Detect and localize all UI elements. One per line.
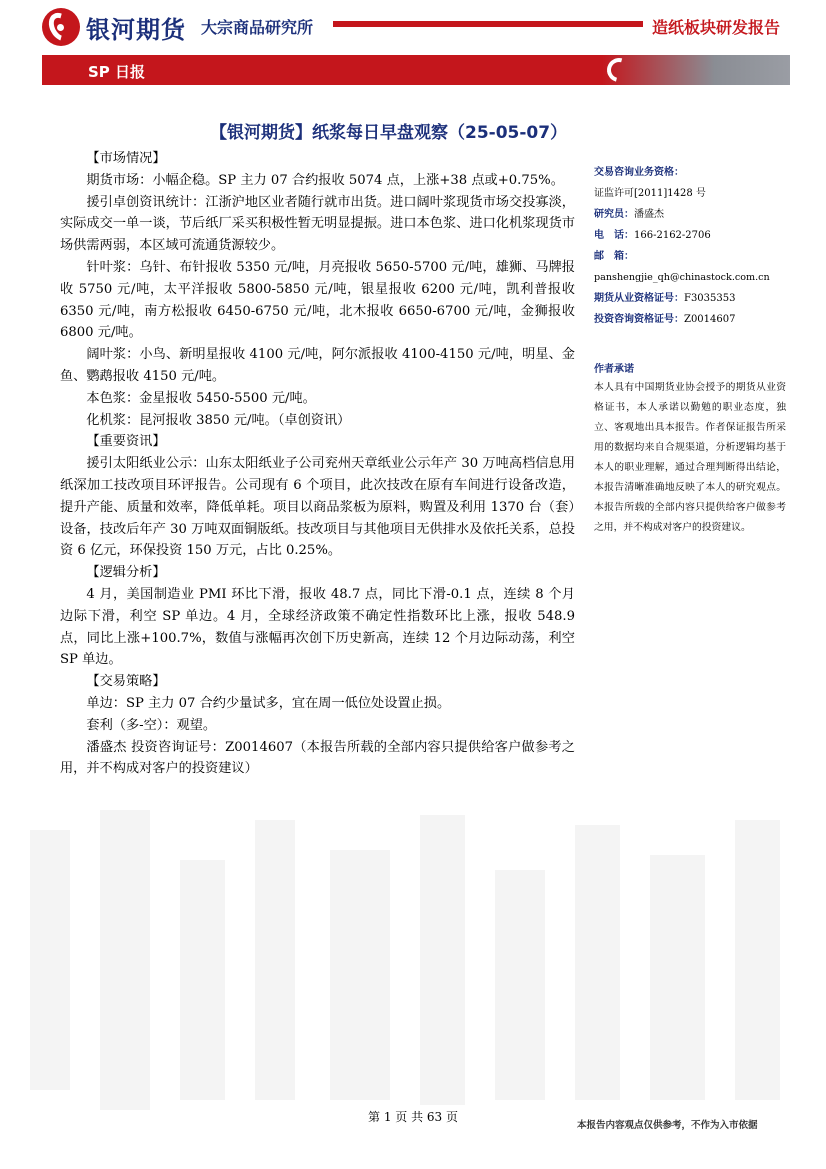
paragraph-arbitrage: 套利（多-空）：观望。 <box>86 717 217 733</box>
header-divider <box>333 21 643 27</box>
futures-cert-number: F3035353 <box>684 293 736 304</box>
section-heading-news: 【重要资讯】 <box>86 434 166 450</box>
paragraph-futures: 期货市场：小幅企稳。SP 主力 07 合约报收 5074 点，上涨+38 点或+0.75%。 <box>86 172 564 188</box>
footer-disclaimer: 本报告内容观点仅供参考，不作为入市依据 <box>577 1120 758 1131</box>
phone-number: 166-2162-2706 <box>634 230 711 241</box>
paragraph-ctmp: 化机浆：昆河报收 3850 元/吨。（卓创资讯） <box>86 412 351 428</box>
section-heading-logic: 【逻辑分析】 <box>86 565 166 581</box>
background-watermark <box>30 800 800 1120</box>
page-number: 第 1 页 共 63 页 <box>368 1110 458 1124</box>
report-body <box>60 148 575 780</box>
brand-name: 银河期货 <box>86 16 186 44</box>
analyst-info <box>594 162 792 330</box>
banner-title: SP 日报 <box>88 63 146 81</box>
email-label: 邮 箱： <box>594 251 634 262</box>
license-number: 证监许可[2011]1428 号 <box>594 188 706 199</box>
invest-cert-number: Z0014607 <box>684 314 736 325</box>
commitment-title: 作者承诺 <box>594 364 634 375</box>
paragraph-disclaimer: 潘盛杰 投资咨询证号：Z0014607（本报告所载的全部内容只提供给客户做参考之用，并不构成对客户的投资建议） <box>60 739 575 777</box>
paragraph-single-side: 单边：SP 主力 07 合约少量试多，宜在周一低位处设置止损。 <box>86 695 451 711</box>
analyst-label: 研究员： <box>594 209 634 220</box>
paragraph-softwood: 针叶浆：乌针、布针报收 5350 元/吨，月亮报收 5650-5700 元/吨，雄狮、马牌报收 5750 元/吨，太平洋报收 5800-5850 元/吨，银星报收 6200 元/吨，凯利普报收 6350 元/吨，南方松报收 6450-6750 元/吨，北木报收 6650-6700 元/吨，金狮报收 6800 元/吨。 <box>60 259 575 341</box>
email-address[interactable]: panshengjie_qh@chinastock.com.cn <box>594 272 770 283</box>
futures-cert-label: 期货从业资格证号： <box>594 293 684 304</box>
qualification-label: 交易咨询业务资格： <box>594 167 684 178</box>
paragraph-unbleached: 本色浆：金星报收 5450-5500 元/吨。 <box>86 390 316 406</box>
galaxy-logo-icon <box>42 8 80 46</box>
document-title: 【银河期货】纸浆每日早盘观察（25-05-07） <box>210 123 568 143</box>
report-type: 造纸板块研发报告 <box>652 18 781 37</box>
institute-name: 大宗商品研究所 <box>201 18 314 37</box>
section-heading-market: 【市场情况】 <box>86 151 166 166</box>
section-heading-strategy: 【交易策略】 <box>86 674 166 690</box>
phone-label: 电 话： <box>594 230 634 241</box>
paragraph-news: 援引太阳纸业公示：山东太阳纸业子公司兖州天章纸业公示年产 30 万吨高档信息用纸深加工技改项目环评报告。公司现有 6 个项目，此次技改在原有车间进行设备改造，提升产能、质量和效率，降低单耗。项目以商品浆板为原料，购置及利用 1370 台（套）设备，技改后年产 30 万吨双面铜版纸。技改项目与其他项目无供排水及依托关系，总投资 6 亿元，环保投资 150 万元，占比 0.25%。 <box>60 456 575 559</box>
paragraph-hardwood: 阔叶浆：小鸟、新明星报收 4100 元/吨，阿尔派报收 4100-4150 元/吨，明星、金鱼、鹦鹉报收 4150 元/吨。 <box>60 347 575 384</box>
analyst-name: 潘盛杰 <box>634 209 664 220</box>
paragraph-spot: 援引卓创资讯统计：江浙沪地区业者随行就市出货。进口阔叶浆现货市场交投寡淡，实际成交一单一谈，节后纸厂采买积极性暂无明显提振。进口本色浆、进口化机浆现货市场供需两弱，本区域可流通货源较少。 <box>60 194 575 254</box>
invest-cert-label: 投资咨询资格证号： <box>594 314 684 325</box>
report-banner <box>42 55 790 85</box>
commitment-text: 本人具有中国期货业协会授予的期货从业资格证书，本人承诺以勤勉的职业态度，独立、客观地出具本报告。作者保证报告所采用的数据均来自合规渠道，分析逻辑均基于本人的职业理解，通过合理判断得出结论，本报告清晰准确地反映了本人的研究观点。本报告所载的全部内容只提供给客户做参考之用，并不构成对客户的投资建议。 <box>594 382 786 533</box>
paragraph-logic: 4 月，美国制造业 PMI 环比下滑，报收 48.7 点，同比下滑-0.1 点，连续 8 个月边际下滑，利空 SP 单边。4 月，全球经济政策不确定性指数环比上涨，报收 548.9 点，同比上涨+100.7%，数值与涨幅再次创下历史新高，连续 12 个月边际动荡，利空 SP 单边。 <box>60 586 575 668</box>
